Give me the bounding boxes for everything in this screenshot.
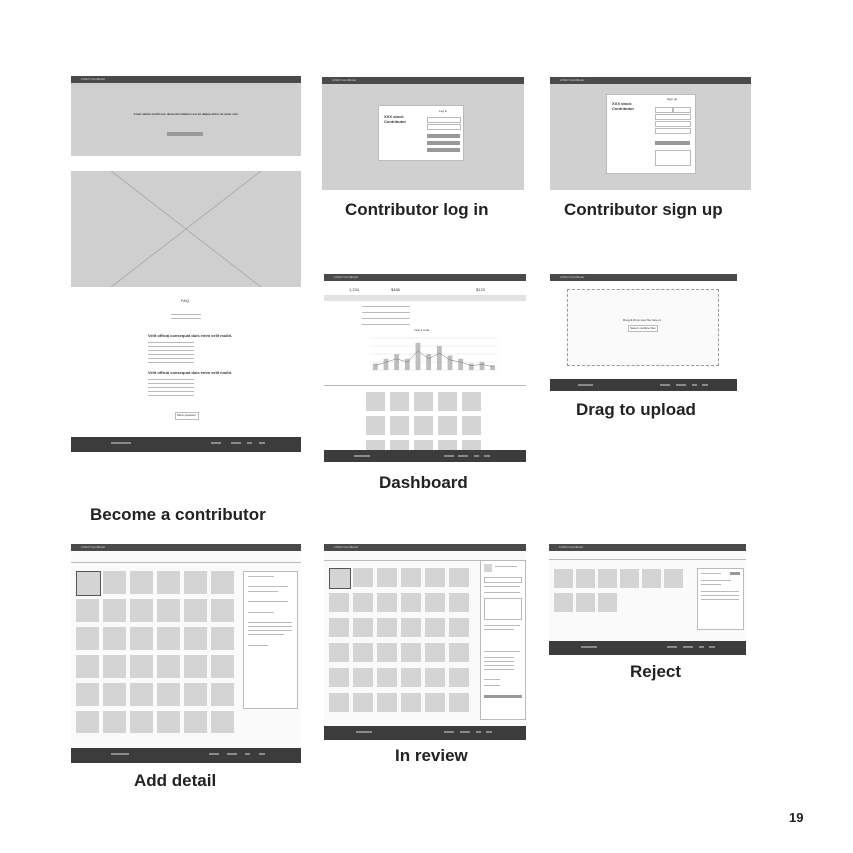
bar-11 [480,362,485,370]
top-nav: LOGO Contributor [322,77,524,84]
stat-balance: $123 [476,287,485,292]
bar-7 [437,346,442,370]
footer [324,726,526,740]
top-nav: LOGO Contributor [549,544,746,551]
reject-panel [697,568,744,630]
caption-add-detail: Add detail [134,771,217,790]
bar-chart [362,334,502,376]
select-files-button[interactable]: Select multiple files [628,325,658,332]
faq-question-2: Velit officia consequat duis enim velit mollit. [148,370,233,375]
thumbnail-grid [366,392,486,452]
footer [324,450,526,462]
image-grid [554,569,694,614]
login-button[interactable] [427,134,460,138]
dashboard-wireframe [324,274,526,462]
in-review-wireframe [324,544,526,740]
more-question-button[interactable]: More question [175,412,199,420]
top-nav: LOGO Contributor [324,544,526,551]
caption-reject: Reject [630,662,682,681]
drop-zone[interactable] [567,289,719,366]
bar-6 [426,354,431,370]
caption-login: Contributor log in [345,200,489,219]
top-nav: LOGO Contributor [550,77,751,84]
faq-question-1: Velit officia consequat duis enim velit mollit. [148,333,233,338]
image-grid [329,568,474,716]
signup-wireframe [550,77,751,190]
become-contributor-wireframe [71,76,301,452]
footer [550,379,737,391]
stock-title: XXX stock Contributor [384,114,406,124]
chart-title: Year 1 total [414,328,430,332]
signup-title: Sign up [667,97,678,101]
add-detail-wireframe [71,544,301,763]
signup-card [606,94,696,174]
faq-title: FAQ [181,298,190,303]
bar-5 [416,343,421,370]
bar-8 [448,356,453,370]
caption-signup: Contributor sign up [564,200,723,219]
hero-heading: Amet minim mollit non deserunt ullamco est sit aliqua dolor do amet sint. [133,112,239,116]
signup-button[interactable] [655,141,690,145]
reject-wireframe [549,544,746,655]
image-placeholder [71,171,301,287]
top-nav: LOGO Contributor [550,274,737,281]
page-number: 19 [789,810,804,825]
submit-button[interactable] [484,695,522,698]
bar-3 [394,354,399,370]
bar-12 [490,365,495,370]
bar-10 [469,364,474,370]
upload-wireframe [550,274,737,391]
bar-2 [384,359,389,370]
footer [71,748,301,763]
stock-title: XXX stock Contributor [612,101,634,111]
detail-panel [243,571,298,709]
hero-button[interactable] [167,132,203,136]
footer [71,437,301,452]
login-title: Log in [439,109,448,113]
review-panel [480,560,526,720]
login-wireframe [322,77,524,190]
stat-earnings: $456 [391,287,400,292]
bar-1 [373,364,378,370]
bar-9 [458,359,463,370]
caption-in-review: In review [395,746,468,765]
stat-downloads: 1,234 [349,287,360,292]
top-nav: LOGO Contributor [71,76,301,83]
caption-dashboard: Dashboard [379,473,468,492]
trend-line [375,351,492,367]
top-nav: LOGO Contributor [71,544,301,551]
top-nav: LOGO Contributor [324,274,526,281]
drag-text: Drag & Drop your file here or [623,318,662,322]
caption-become-contributor: Become a contributor [90,505,266,524]
image-grid [76,571,236,733]
footer [549,641,746,655]
login-card [378,105,464,161]
caption-upload: Drag to upload [576,400,696,419]
